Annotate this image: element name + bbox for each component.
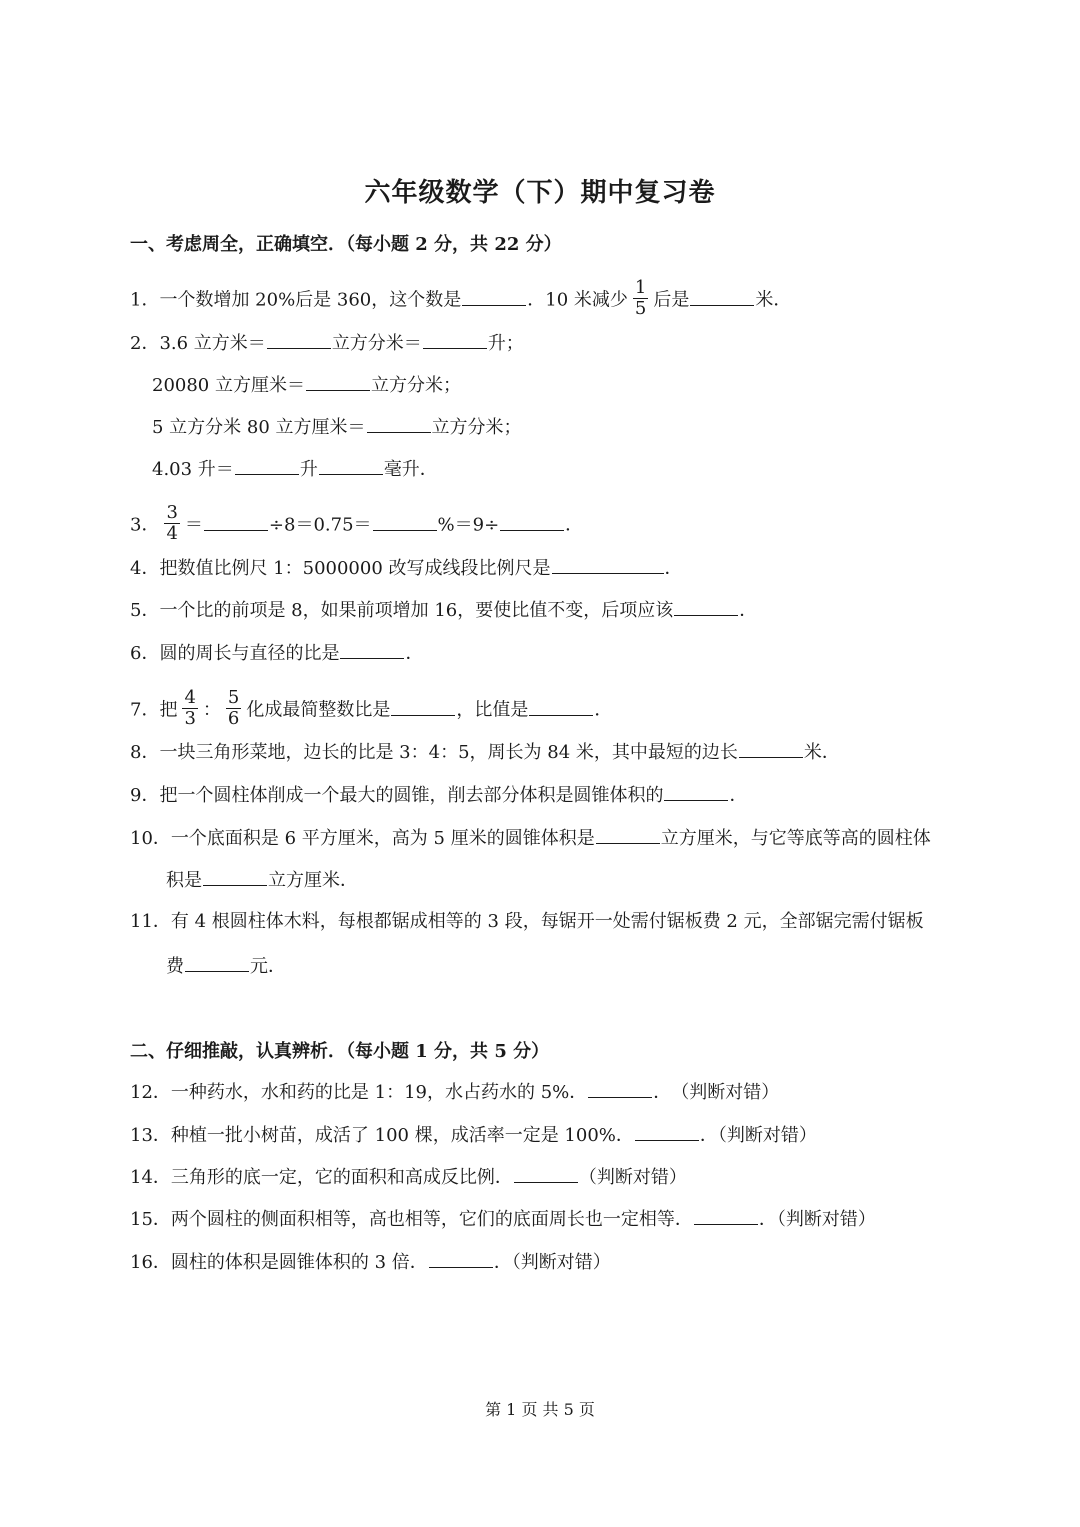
question-2-line-2: 20080 立方厘米＝ 立方分米； <box>152 372 461 398</box>
answer-blank[interactable] <box>739 739 803 758</box>
fraction: $\frac{1}{5}$ <box>634 277 647 319</box>
answer-blank[interactable] <box>423 330 487 349</box>
question-9: 9．把一个圆柱体削成一个最大的圆锥，削去部分体积是圆锥体积的 ． <box>130 782 747 808</box>
answer-blank[interactable] <box>204 512 268 531</box>
question-7: 7．把 $\frac{4}{3}$ ： $\frac{5}{6}$ 化成最简整数比是 ，比值是 ． <box>130 687 613 729</box>
fraction: $\frac{3}{4}$ <box>166 502 178 544</box>
question-2-line-4: 4.03 升＝ 升 毫升． <box>152 456 438 482</box>
answer-blank[interactable] <box>462 287 526 306</box>
question-10-line-2: 积是 立方厘米． <box>166 867 358 893</box>
answer-blank[interactable] <box>319 456 383 475</box>
answer-blank[interactable] <box>373 512 437 531</box>
answer-blank[interactable] <box>674 597 738 616</box>
answer-blank[interactable] <box>203 867 267 886</box>
answer-blank[interactable] <box>552 555 664 574</box>
answer-blank[interactable] <box>429 1249 493 1268</box>
question-5: 5．一个比的前项是 8，如果前项增加 16，要使比值不变，后项应该 ． <box>130 597 757 623</box>
question-10: 10．一个底面积是 6 平方厘米，高为 5 厘米的圆锥体积是 立方厘米，与它等底等高的圆柱体 <box>130 825 931 851</box>
answer-blank[interactable] <box>235 456 299 475</box>
question-6: 6．圆的周长与直径的比是 ． <box>130 640 423 666</box>
answer-blank[interactable] <box>500 512 564 531</box>
section-2-heading: 二、仔细推敲，认真辨析．（每小题 1 分，共 5 分） <box>130 1041 550 1062</box>
answer-blank[interactable] <box>690 287 754 306</box>
answer-blank[interactable] <box>391 697 455 716</box>
answer-blank[interactable] <box>306 372 370 391</box>
answer-blank[interactable] <box>367 414 431 433</box>
question-14: 14．三角形的底一定，它的面积和高成反比例． （判断对错） <box>130 1164 687 1190</box>
question-8: 8．一块三角形菜地，边长的比是 3：4：5，周长为 84 米，其中最短的边长 米． <box>130 739 840 765</box>
answer-blank[interactable] <box>185 953 249 972</box>
section-1-heading: 一、考虑周全，正确填空．（每小题 2 分，共 22 分） <box>130 234 562 255</box>
answer-blank[interactable] <box>635 1122 699 1141</box>
question-11: 11．有 4 根圆柱体木料，每根都锯成相等的 3 段，每锯开一处需付锯板费 2 元，全部锯完需付锯板 <box>130 911 924 932</box>
question-2-line-3: 5 立方分米 80 立方厘米＝ 立方分米； <box>152 414 522 440</box>
answer-blank[interactable] <box>267 330 331 349</box>
answer-blank[interactable] <box>664 782 728 801</box>
answer-blank[interactable] <box>529 697 593 716</box>
question-4: 4．把数值比例尺 1：5000000 改写成线段比例尺是 ． <box>130 555 683 581</box>
fraction: $\frac{4}{3}$ <box>184 687 196 729</box>
fraction: $\frac{5}{6}$ <box>227 687 240 729</box>
question-11-line-2: 费 元． <box>166 953 286 979</box>
answer-blank[interactable] <box>588 1079 652 1098</box>
question-15: 15．两个圆柱的侧面积相等，高也相等，它们的底面周长也一定相等． ．（判断对错） <box>130 1206 876 1232</box>
question-3: 3． $\frac{3}{4}$ ＝ ÷8＝0.75＝ %＝9÷ ． <box>130 502 584 544</box>
question-13: 13．种植一批小树苗，成活了 100 棵，成活率一定是 100%． ．（判断对错） <box>130 1122 817 1148</box>
question-2: 2．3.6 立方米＝ 立方分米＝ 升； <box>130 330 524 356</box>
page-title: 六年级数学（下）期中复习卷 <box>364 178 716 208</box>
answer-blank[interactable] <box>596 825 660 844</box>
question-16: 16．圆柱的体积是圆锥体积的 3 倍． ．（判断对错） <box>130 1249 611 1275</box>
answer-blank[interactable] <box>514 1164 578 1183</box>
question-1: 1．一个数增加 20%后是 360，这个数是 ．10 米减少 $\frac{1}{5}$ 后是 米． <box>130 277 792 319</box>
page-number: 第 1 页 共 5 页 <box>485 1400 595 1419</box>
answer-blank[interactable] <box>694 1206 758 1225</box>
answer-blank[interactable] <box>340 640 404 659</box>
question-12: 12．一种药水，水和药的比是 1：19，水占药水的 5%． ． （判断对错） <box>130 1079 779 1105</box>
